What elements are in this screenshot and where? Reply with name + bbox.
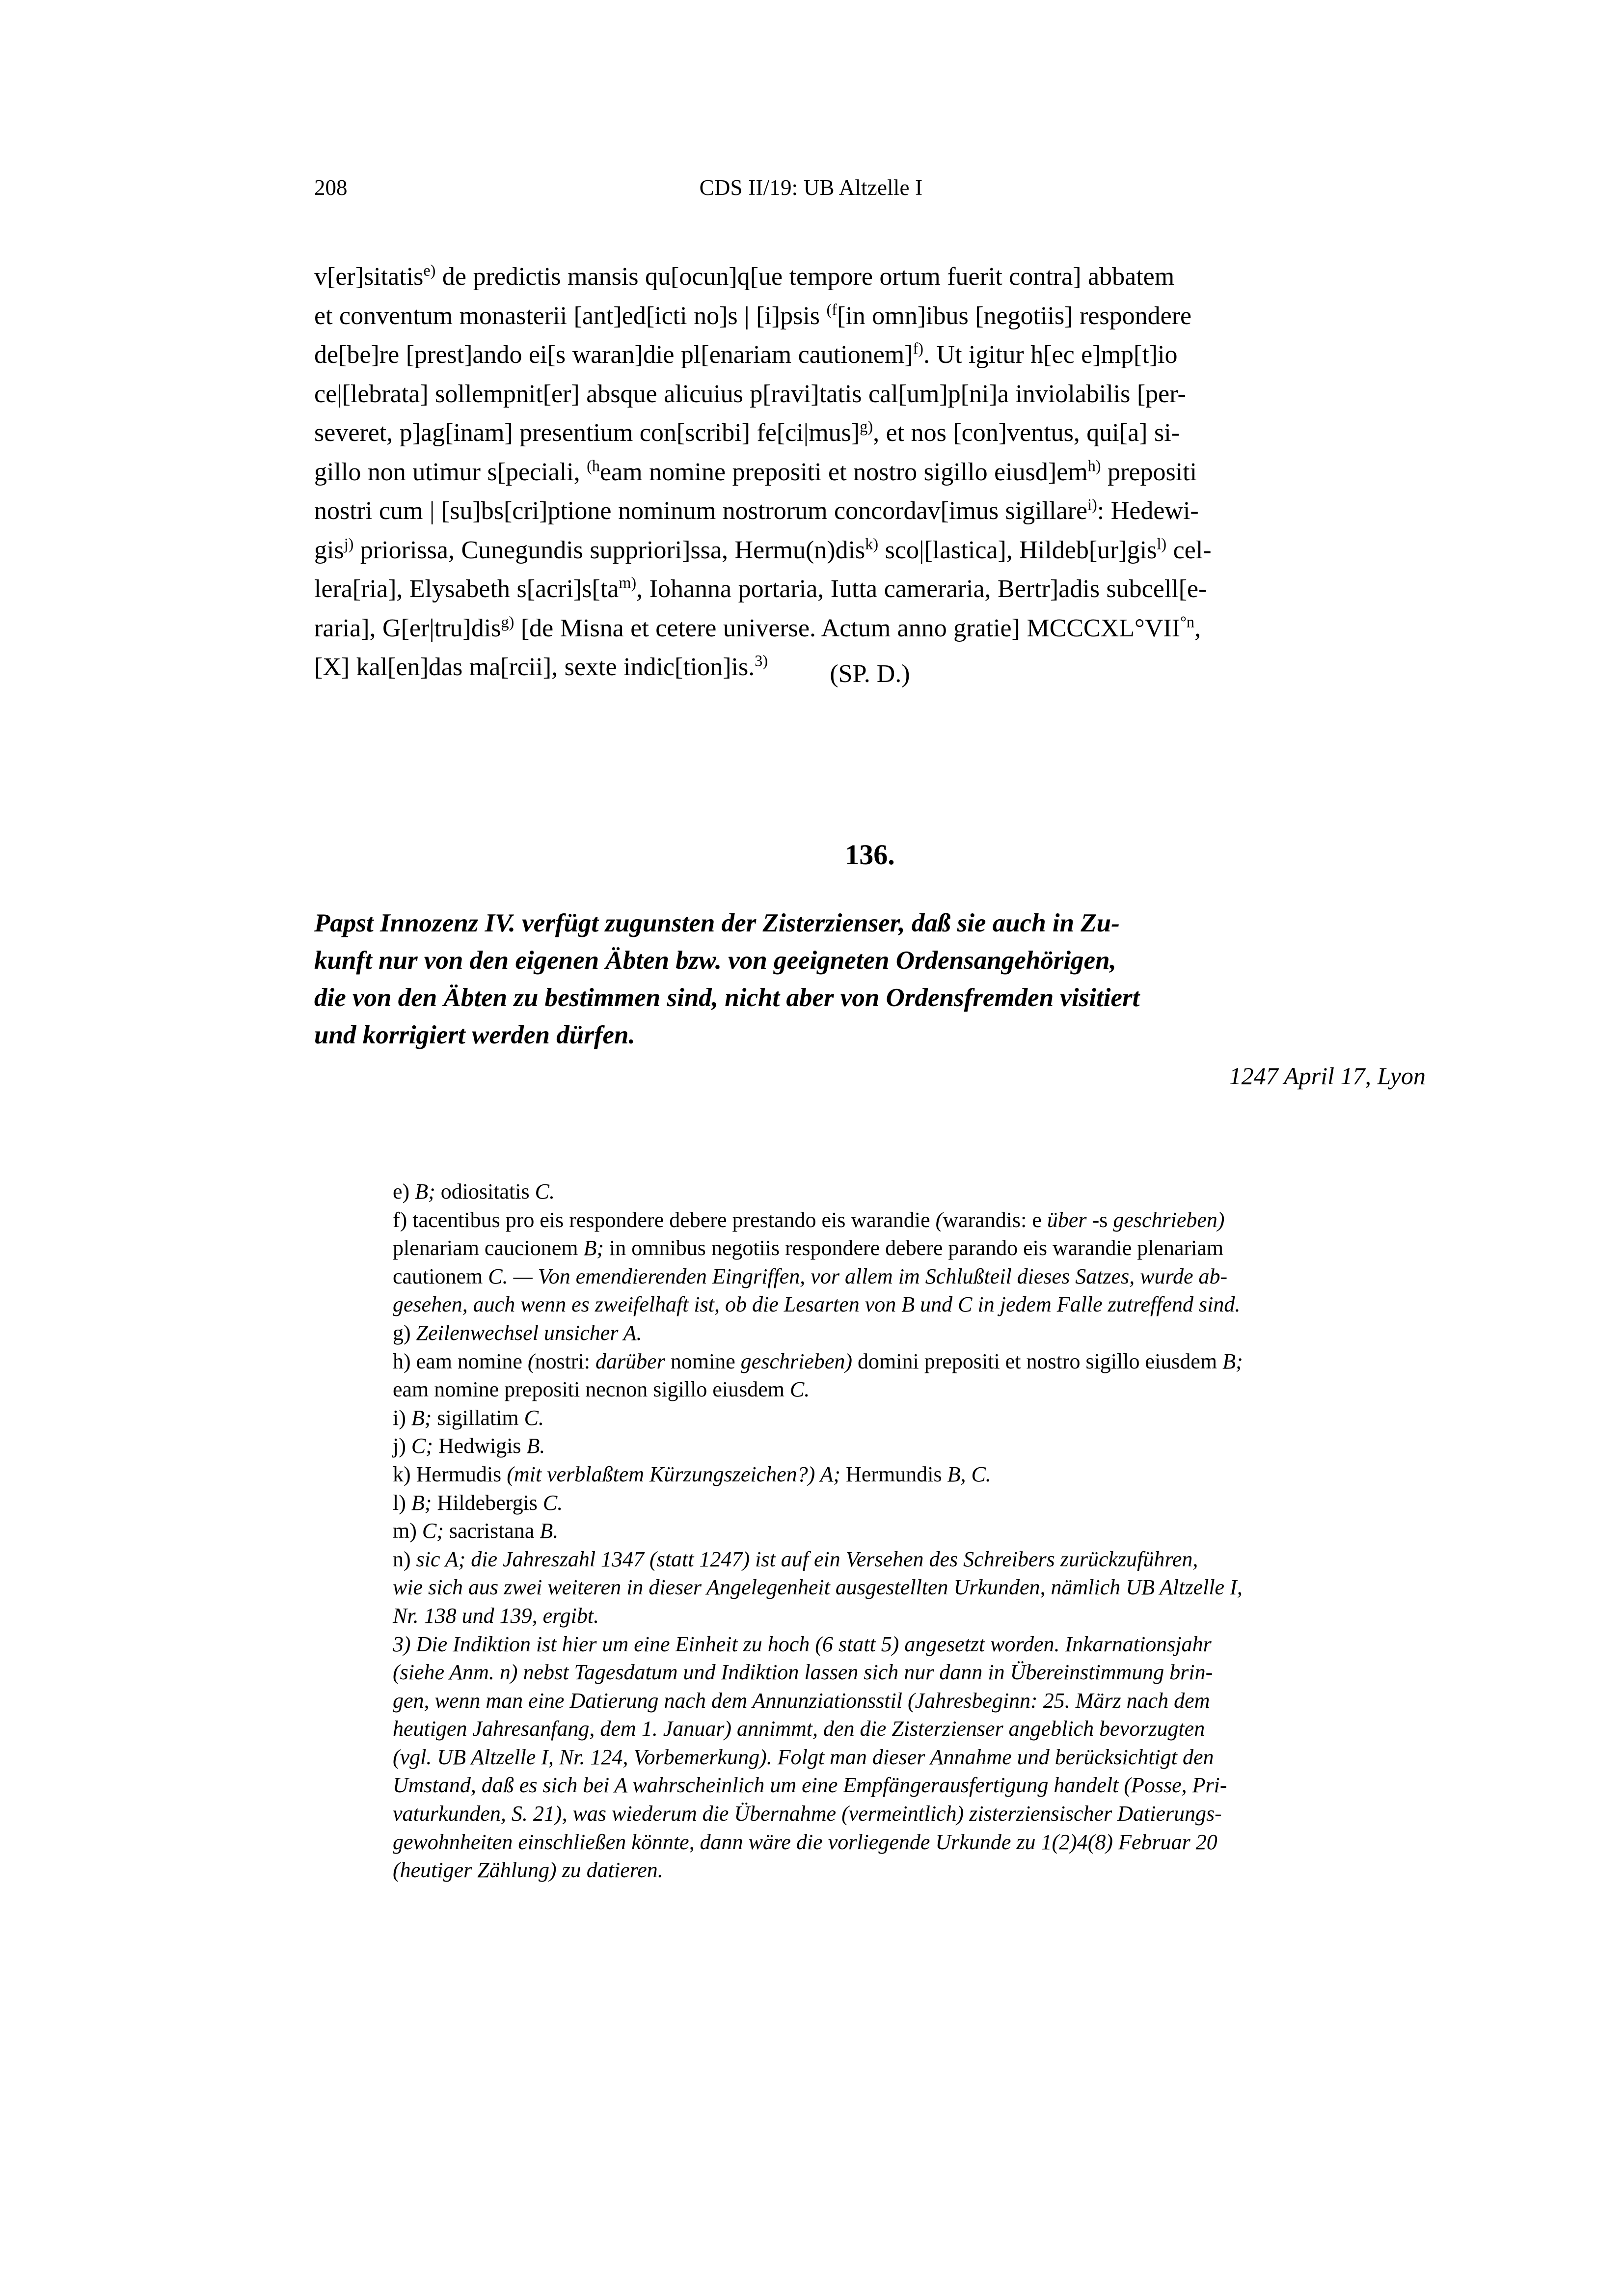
charter-edition-text [314,257,1426,687]
note-g [393,1319,1382,1347]
apparatus-line: m) C; sacristana B. [393,1519,559,1543]
edition-line: ce|[lebrata] sollempnit[er] absque alicuius p[ravi]tatis cal[um]p[ni]a inviolabilis [per- [314,380,1186,408]
running-head [314,173,1308,202]
note-marker: °n [1180,613,1195,631]
edition-line: gillo non utimur s[peciali, $^{(h}$eam nomine prepositi et nostro sigillo eiusd]em$^{h)}$ prepositi [314,457,1197,486]
note-j [393,1432,1382,1460]
note-l [393,1489,1382,1517]
apparatus-line: g) Zeilenwechsel unsicher A. [393,1320,642,1345]
page-number: 208 [314,175,348,200]
edition-line-list [314,257,1426,687]
note-marker: f) [913,339,924,357]
regest-line: und korrigiert werden dürfen. [314,1021,635,1049]
note-marker: e) [423,261,436,279]
regest-line-list [314,904,1426,1054]
apparatus-line: gewohnheiten einschließen könnte, dann wäre die vorliegende Urkunde zu 1(2)4(8) Februar 20 [393,1830,1217,1854]
apparatus-line: cautionem C. — Von emendierenden Eingriffen, vor allem im Schlußteil dieses Satzes, wurde ab- [393,1264,1228,1288]
apparatus-line: (siehe Anm. n) nebst Tagesdatum und Indiktion lassen sich nur dann in Übereinstimmung brin- [393,1660,1213,1685]
note-m [393,1517,1382,1545]
apparatus-line: heutigen Jahresanfang, dem 1. Januar) annimmt, den die Zisterzienser angeblich bevorzugten [393,1717,1205,1741]
apparatus-line: Umstand, daß es sich bei A wahrscheinlich um eine Empfängerausfertigung handelt (Posse, Pri- [393,1773,1227,1798]
note-i [393,1404,1382,1432]
apparatus-line: vaturkunden, S. 21), was wiederum die Übernahme (vermeintlich) zisterziensischer Datierungs- [393,1802,1222,1826]
apparatus-line: n) sic A; die Jahreszahl 1347 (statt 1247) ist auf ein Versehen des Schreibers zurückzuführen, [393,1547,1198,1571]
apparatus-line: e) B; odiositatis C. [393,1179,555,1203]
note-marker: g) [860,417,873,436]
apparatus-line: f) tacentibus pro eis respondere debere prestando eis warandie (warandis: e über -s geschrieben) [393,1207,1225,1232]
note-marker: (f [826,301,837,319]
regest-line: Papst Innozenz IV. verfügt zugunsten der Zisterzienser, daß sie auch in Zu- [314,909,1120,937]
note-marker: i) [1087,495,1097,514]
apparatus-line: gen, wenn man eine Datierung nach dem Annunziationsstil (Jahresbeginn: 25. März nach dem [393,1688,1210,1713]
edition-line: raria], G[er|tru]dis$^{g)}$ [de Misna et cetere universe. Actum anno gratie] $MCCCXL^\circ VII^{^\circ n}$, [314,613,1201,642]
apparatus-line: k) Hermudis (mit verblaßtem Kürzungszeichen?) A; Hermundis B, C. [393,1462,991,1486]
critical-apparatus [393,1177,1382,1885]
note-marker: m) [619,574,637,592]
edition-line: severet, p]ag[inam] presentium con[scribi] fe[ci|mus]$^{g)}$, et nos [con]ventus, qui[a] si- [314,417,1180,447]
apparatus-line: (heutiger Zählung) zu datieren. [393,1858,663,1883]
apparatus-note-list [393,1177,1382,1885]
note-f [393,1206,1382,1319]
apparatus-line: l) B; Hildebergis C. [393,1490,563,1515]
note-3 [393,1630,1382,1885]
apparatus-line: wie sich aus zwei weiteren in dieser Angelegenheit ausgestellten Urkunden, nämlich UB Altzelle I, [393,1575,1243,1600]
seal-notation: (SP. D.) [830,660,910,688]
edition-line: [X] kal[en]das ma[rcii], sexte indic[tion]is.$^{3)}$ [314,652,768,681]
apparatus-line: eam nomine prepositi necnon sigillo eiusdem C. [393,1377,810,1402]
apparatus-line: plenariam caucionem B; in omnibus negotiis respondere debere parando eis warandie plenariam [393,1236,1224,1260]
apparatus-line: 3) Die Indiktion ist hier um eine Einheit zu hoch (6 statt 5) angesetzt worden. Inkarnationsjahr [393,1632,1212,1656]
note-marker: 3) [755,652,768,670]
note-marker: (h [587,457,600,475]
document-date-place: 1247 April 17, Lyon [1229,1062,1426,1090]
note-marker: l) [1157,535,1167,553]
note-marker: k) [865,535,879,553]
note-marker: g) [501,613,514,631]
apparatus-line: j) C; Hedwigis B. [393,1434,545,1458]
note-marker: j) [344,535,354,553]
edition-line: lera[ria], Elysabeth s[acri]s[ta$^{m)}$, Iohanna portaria, Iutta cameraria, Bertr]adis subcell[e- [314,574,1207,603]
document-number: 136. [845,839,895,871]
edition-line: nostri cum | [su]bs[cri]ptione nominum nostrorum concordav[imus sigillare$^{i)}$: Hedewi- [314,495,1199,525]
regest-line: kunft nur von den eigenen Äbten bzw. von geeigneten Ordensangehörigen, [314,946,1116,975]
regest-line: die von den Äbten zu bestimmen sind, nicht aber von Ordensfremden visitiert [314,984,1140,1012]
note-n [393,1545,1382,1630]
edition-line: v[er]sitatis$^{e)}$ de predictis mansis qu[ocun]q[ue tempore ortum fuerit contra] abbatem [314,261,1175,291]
edition-line: gis$^{j)}$ priorissa, Cunegundis suppriori]ssa, Hermu(n)dis$^{k)}$ sco|[lastica], Hildeb[ur]gis$^{l)}$ cel- [314,535,1212,564]
apparatus-line: h) eam nomine (nostri: darüber nomine geschrieben) domini prepositi et nostro sigillo eiusdem B; [393,1349,1243,1373]
apparatus-line: Nr. 138 und 139, ergibt. [393,1603,599,1628]
apparatus-line: gesehen, auch wenn es zweifelhaft ist, ob die Lesarten von B und C in jedem Falle zutreffend sind. [393,1292,1241,1317]
note-marker: h) [1087,457,1101,475]
document-regest [314,904,1426,1054]
running-head-title: CDS II/19: UB Altzelle I [699,175,923,200]
note-e [393,1177,1382,1206]
note-k [393,1460,1382,1489]
edition-line: et conventum monasterii [ant]ed[icti no]s | [i]psis $^{(f}$[in omn]ibus [negotiis] respondere [314,301,1192,330]
apparatus-line: (vgl. UB Altzelle I, Nr. 124, Vorbemerkung). Folgt man dieser Annahme und berücksichtigt den [393,1745,1214,1769]
note-h [393,1347,1382,1404]
edition-line: de[be]re [prest]ando ei[s waran]die pl[enariam cautionem]$^{f)}$. Ut igitur h[ec e]mp[t]io [314,339,1178,369]
apparatus-line: i) B; sigillatim C. [393,1405,544,1430]
